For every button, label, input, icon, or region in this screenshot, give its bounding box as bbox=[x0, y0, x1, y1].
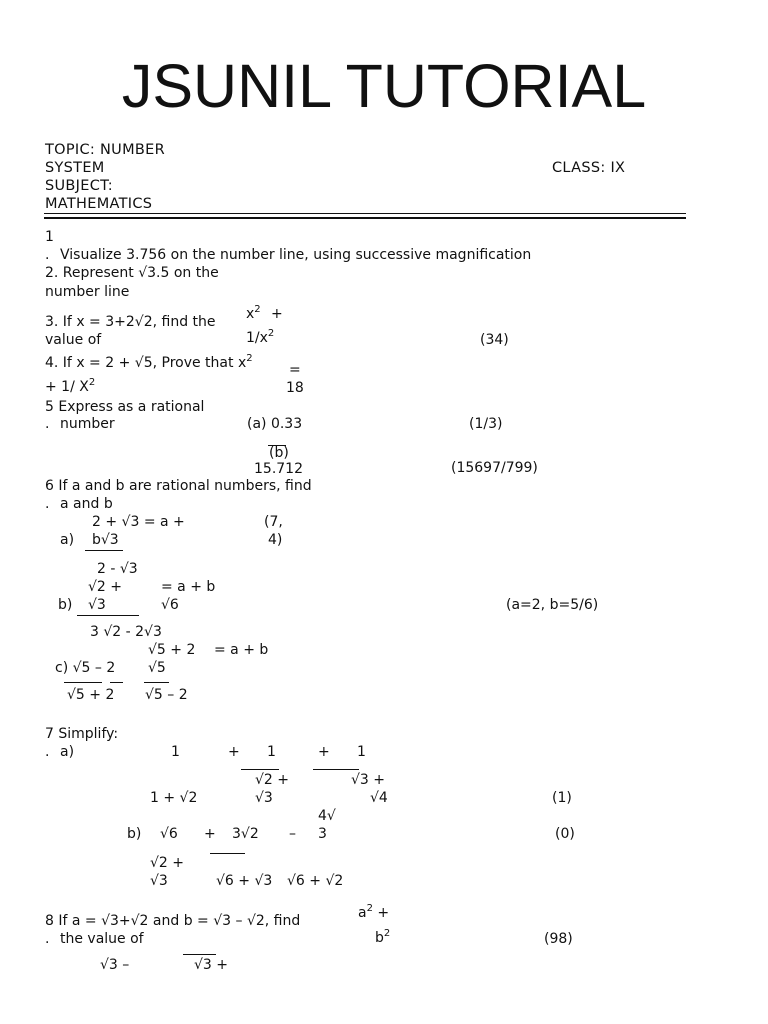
header-divider bbox=[44, 213, 686, 214]
q6b-label: b) bbox=[58, 597, 73, 613]
q7a-one-1: 1 bbox=[171, 744, 180, 760]
q8-bottom-2: √3 + bbox=[194, 957, 229, 973]
q6a-denominator: 2 - √3 bbox=[97, 561, 138, 577]
q7-dot: . bbox=[45, 744, 50, 760]
q4-equals: = bbox=[289, 362, 301, 378]
q6b-answer: (a=2, b=5/6) bbox=[506, 597, 599, 613]
q8-line2: the value of bbox=[60, 931, 144, 947]
q3-expr-den: $1/x^2$ bbox=[246, 328, 275, 346]
q3-expr-plus: + bbox=[271, 306, 283, 322]
q6c-root5: √5 bbox=[148, 660, 166, 676]
q1-dot: . bbox=[45, 247, 50, 263]
fraction-bar bbox=[110, 682, 123, 683]
fraction-bar bbox=[77, 615, 139, 616]
q4-line2: + 1/ $X^2$ bbox=[45, 377, 96, 395]
q2-line2: number line bbox=[45, 284, 130, 300]
q7a-answer: (1) bbox=[552, 790, 572, 806]
q8-answer: (98) bbox=[544, 931, 573, 947]
q7a-denominator-1: 1 + √2 bbox=[150, 790, 198, 806]
page-title: JSUNIL TUTORIAL bbox=[121, 52, 647, 120]
q7a-term-3: √3 + bbox=[351, 772, 386, 788]
q6b-denominator: 3 √2 - 2√3 bbox=[90, 624, 162, 640]
q7b-minus: – bbox=[289, 826, 296, 842]
q5-part-b-value: 15.712 bbox=[254, 461, 303, 477]
q6b-equals: = a + b bbox=[161, 579, 216, 595]
q6b-numerator: √2 + bbox=[88, 579, 123, 595]
q6-line2: a and b bbox=[60, 496, 113, 512]
q8-dot: . bbox=[45, 931, 50, 947]
q8-bottom-1: √3 – bbox=[100, 957, 130, 973]
q7b-denominator-1b: √3 bbox=[150, 873, 168, 889]
q6c-numerator: √5 + 2 bbox=[148, 642, 196, 658]
q6-dot: . bbox=[45, 496, 50, 512]
q7b-denominator-2: √6 + √3 bbox=[216, 873, 273, 889]
q7b-plus: + bbox=[204, 826, 216, 842]
q6c-denominator-1: √5 + 2 bbox=[67, 687, 115, 703]
q6b-root3: √3 bbox=[88, 597, 106, 613]
q7a-denominator-3: √4 bbox=[370, 790, 388, 806]
fraction-bar bbox=[64, 682, 102, 683]
q7b-top: 4√ bbox=[318, 808, 336, 824]
subject-value: MATHEMATICS bbox=[45, 196, 153, 212]
q7b-label: b) bbox=[127, 826, 142, 842]
q7b-root6: √6 bbox=[160, 826, 178, 842]
q7b-denominator-1a: √2 + bbox=[150, 855, 185, 871]
q6a-numerator: 2 + √3 = a + bbox=[92, 514, 185, 530]
q8-b-squared: $b^2$ bbox=[375, 928, 391, 946]
fraction-bar bbox=[241, 769, 279, 770]
q7a-term-2: √2 + bbox=[255, 772, 290, 788]
q6c-label: c) √5 – 2 bbox=[55, 660, 116, 676]
q6c-equals: = a + b bbox=[214, 642, 269, 658]
q2-line1: 2. Represent √3.5 on the bbox=[45, 265, 219, 281]
topic-value: SYSTEM bbox=[45, 160, 105, 176]
q7a-label: a) bbox=[60, 744, 75, 760]
q1-number: 1 bbox=[45, 229, 54, 245]
q4-value: 18 bbox=[286, 380, 304, 396]
q5-part-b-label: (b) bbox=[269, 445, 289, 461]
q5-part-b-answer: (15697/799) bbox=[451, 460, 538, 476]
q6-line1: 6 If a and b are rational numbers, find bbox=[45, 478, 312, 494]
q7-line1: 7 Simplify: bbox=[45, 726, 119, 742]
q6a-label: a) bbox=[60, 532, 75, 548]
q8-a-squared: $a^2$ + bbox=[358, 903, 390, 921]
fraction-bar bbox=[144, 682, 169, 683]
q8-line1: 8 If a = √3+√2 and b = √3 – √2, find bbox=[45, 913, 301, 929]
fraction-bar bbox=[183, 954, 216, 955]
fraction-bar bbox=[313, 769, 359, 770]
subject-label: SUBJECT: bbox=[45, 178, 113, 194]
q6c-denominator-2: √5 – 2 bbox=[145, 687, 188, 703]
fraction-bar bbox=[210, 853, 245, 854]
q7b-3root2: 3√2 bbox=[232, 826, 259, 842]
q7a-one-2: 1 bbox=[267, 744, 276, 760]
q7b-three: 3 bbox=[318, 826, 327, 842]
q7b-answer: (0) bbox=[555, 826, 575, 842]
fraction-bar bbox=[85, 550, 123, 551]
header-divider-thick bbox=[44, 217, 686, 219]
q3-line1: 3. If x = 3+2√2, find the bbox=[45, 314, 216, 330]
q5-line2: number bbox=[60, 416, 115, 432]
q6b-root6: √6 bbox=[161, 597, 179, 613]
q5-line1: 5 Express as a rational bbox=[45, 399, 205, 415]
q6a-answer-1: (7, bbox=[264, 514, 283, 530]
q4-line1: 4. If x = 2 + √5, Prove that $x^2$ bbox=[45, 353, 253, 371]
q5-part-a: (a) 0.33 bbox=[247, 416, 303, 432]
q7a-denominator-2: √3 bbox=[255, 790, 273, 806]
class-label: CLASS: IX bbox=[552, 160, 626, 176]
q1-text: Visualize 3.756 on the number line, using successive magnification bbox=[60, 247, 532, 263]
q3-expr-x: $x^2$ bbox=[246, 304, 261, 322]
topic-label: TOPIC: NUMBER bbox=[45, 142, 165, 158]
q7a-one-3: 1 bbox=[357, 744, 366, 760]
q3-line2: value of bbox=[45, 332, 102, 348]
q7b-denominator-3: √6 + √2 bbox=[287, 873, 344, 889]
q5-part-a-answer: (1/3) bbox=[469, 416, 503, 432]
q6a-answer-2: 4) bbox=[268, 532, 283, 548]
q7a-plus-2: + bbox=[318, 744, 330, 760]
q6a-b-root: b√3 bbox=[92, 532, 119, 548]
q7a-plus-1: + bbox=[228, 744, 240, 760]
q3-answer: (34) bbox=[480, 332, 509, 348]
q5-dot: . bbox=[45, 416, 50, 432]
